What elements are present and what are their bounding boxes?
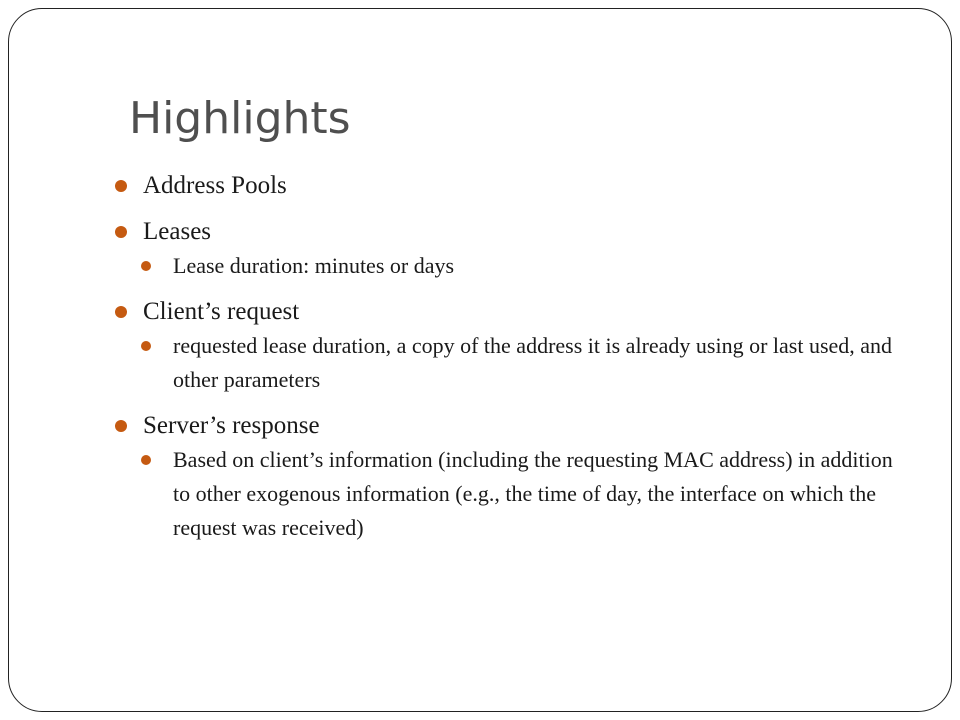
- sub-bullet-text: Based on client’s information (including the requesting MAC address) in addition to other exogenous information (e.g., the time of day, the interface on which the request was received): [173, 447, 893, 540]
- sub-bullet-list: [143, 443, 913, 545]
- bullet-text: Server’s response: [143, 412, 320, 439]
- sub-bullet-list: [143, 329, 913, 397]
- bullet-dot-icon: [115, 420, 127, 432]
- bullet-text: Address Pools: [143, 172, 287, 199]
- bullet-dot-icon: [115, 226, 127, 238]
- bullet-item-clients-request: [113, 295, 913, 397]
- bullet-text: Leases: [143, 218, 212, 245]
- sub-bullet-dot-icon: [141, 261, 151, 271]
- sub-bullet-dot-icon: [141, 455, 151, 465]
- sub-bullet-dot-icon: [141, 341, 151, 351]
- bullet-text: Client’s request: [143, 298, 300, 325]
- bullet-dot-icon: [115, 180, 127, 192]
- bullet-item-servers-response: [113, 409, 913, 545]
- sub-bullet-item: [143, 249, 913, 283]
- sub-bullet-item: [143, 443, 913, 545]
- sub-bullet-item: [143, 329, 913, 397]
- slide-frame: [8, 8, 952, 712]
- bullet-item-address-pools: [113, 169, 913, 203]
- bullet-item-leases: [113, 215, 913, 283]
- bullet-dot-icon: [115, 306, 127, 318]
- sub-bullet-list: [143, 249, 913, 283]
- sub-bullet-text: Lease duration: minutes or days: [173, 253, 455, 278]
- bullet-list: [113, 169, 913, 557]
- slide-title: Highlights: [129, 93, 351, 144]
- sub-bullet-text: requested lease duration, a copy of the address it is already using or last used, and other parameters: [173, 333, 893, 392]
